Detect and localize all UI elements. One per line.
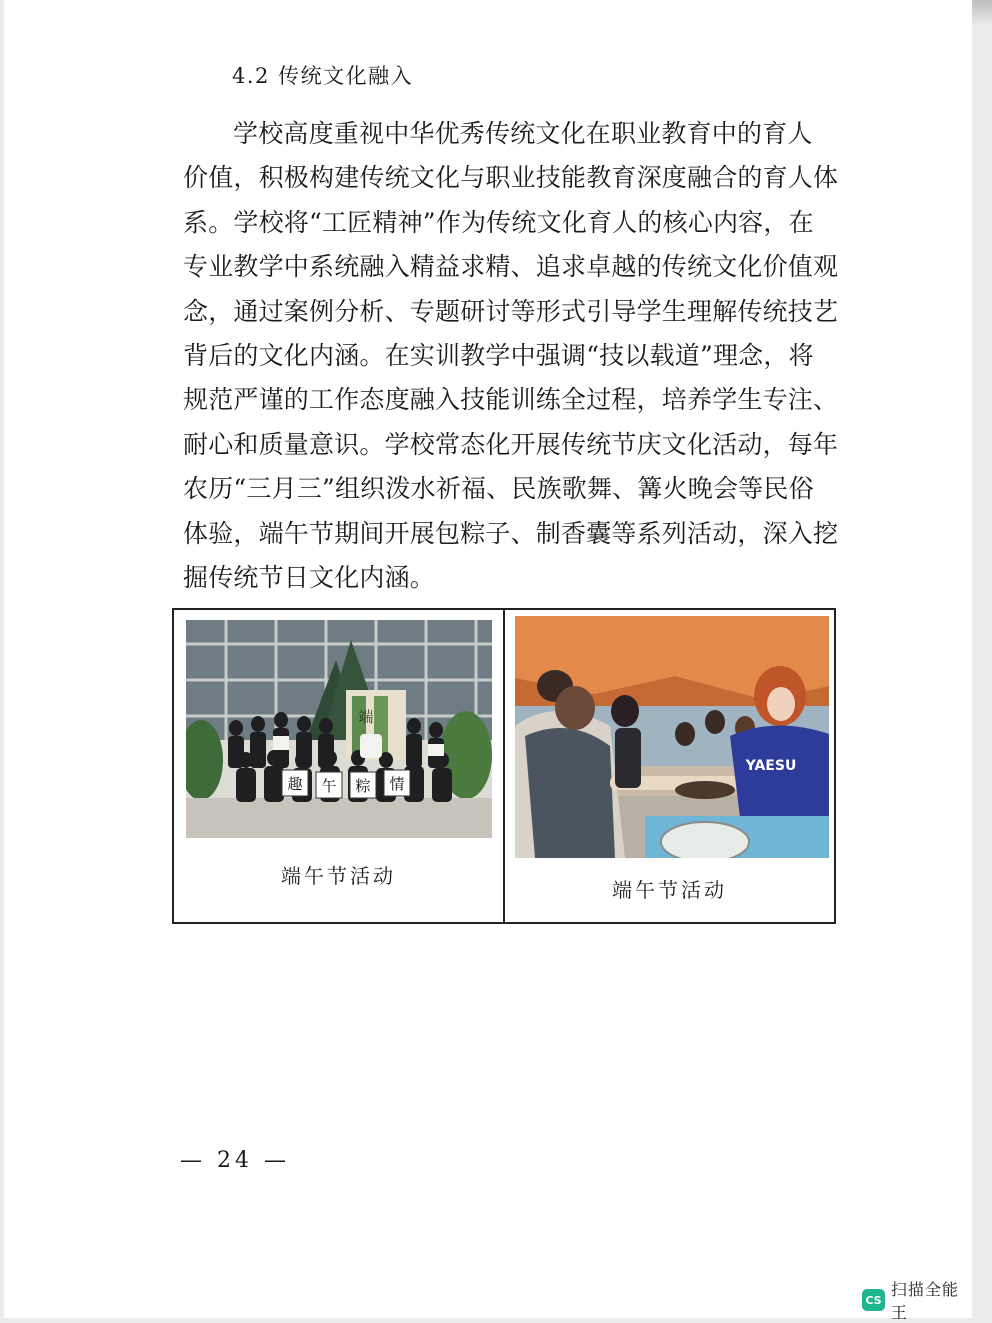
paragraph-line: 掘传统节日文化内涵。 [183,562,436,592]
paragraph-line: 价值，积极构建传统文化与职业技能教育深度融合的育人体 [183,163,839,193]
svg-text:情: 情 [389,775,405,793]
group-photo [186,620,492,838]
svg-text:端: 端 [358,708,374,726]
document-page [4,0,972,1322]
paragraph-line: 专业教学中系统融入精益求精、追求卓越的传统文化价值观 [183,252,839,282]
svg-text:粽: 粽 [355,777,371,795]
photo-cell-left [174,610,505,922]
page-number: — 24 — [180,1148,290,1173]
paragraph-line: 学校高度重视中华优秀传统文化在职业教育中的育人 [233,119,813,148]
section-heading: 4.2 传统文化融入 [232,64,414,88]
body-paragraph [183,112,843,600]
paragraph-line: 农历“三月三”组织泼水祈福、民族歌舞、篝火晚会等民俗 [183,474,814,504]
paragraph-line: 耐心和质量意识。学校常态化开展传统节庆文化活动，每年 [183,429,839,459]
paragraph-line: 念，通过案例分析、专题研讨等形式引导学生理解传统技艺 [183,296,839,326]
photo-caption: 端午节活动 [612,878,727,902]
svg-text:趣: 趣 [287,775,303,793]
svg-text:午: 午 [321,777,337,795]
photo-cell-right [505,610,834,922]
scanner-watermark [862,1280,972,1322]
watermark-text: 扫描全能王 [890,1280,959,1322]
svg-text:YAESU: YAESU [745,758,797,774]
camscanner-logo-icon: CS [862,1289,885,1311]
activity-photo [515,616,829,858]
paragraph-line: 体验，端午节期间开展包粽子、制香囊等系列活动，深入挖 [183,518,839,548]
photo-caption: 端午节活动 [281,864,396,888]
paragraph-line: 背后的文化内涵。在实训教学中强调“技以载道”理念，将 [183,340,814,370]
paragraph-line: 规范严谨的工作态度融入技能训练全过程，培养学生专注、 [183,385,839,415]
paragraph-line: 系。学校将“工匠精神”作为传统文化育人的核心内容，在 [183,207,814,237]
photo-table [172,608,836,924]
